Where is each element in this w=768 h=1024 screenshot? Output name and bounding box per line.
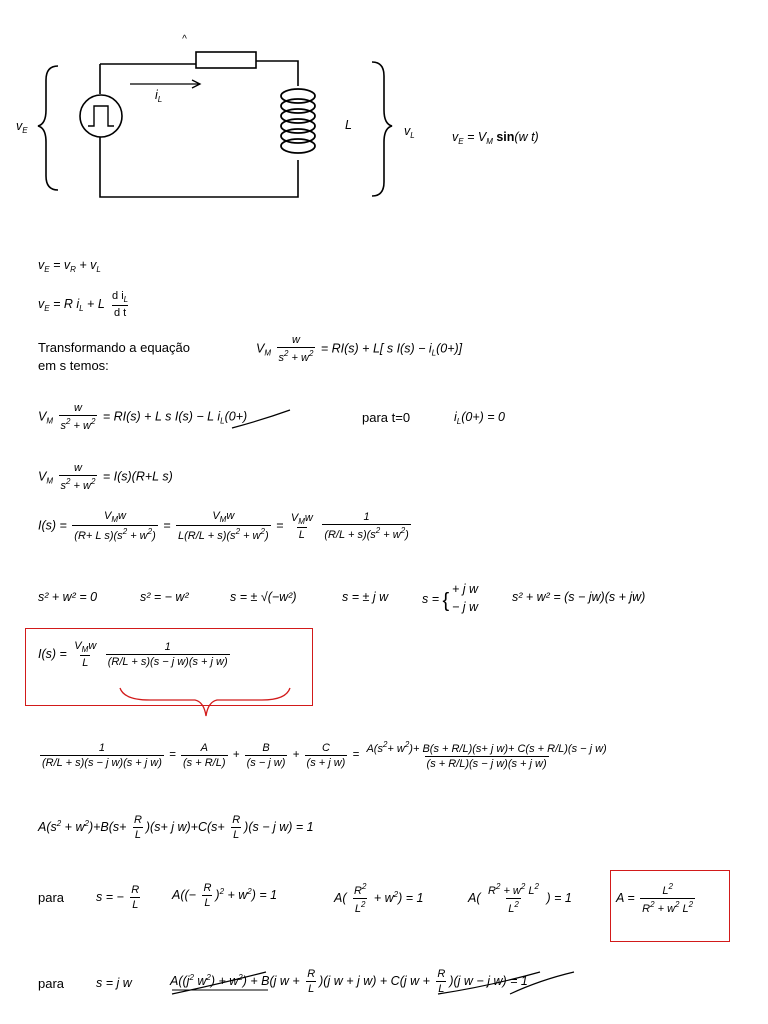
circuit-diagram [0,0,768,230]
a-equation-2: A( $\frac{R^2}{L^2}$ + $w^2) = 1$ [334,882,424,915]
roots-e-bottom: − j w [452,600,479,614]
l-label: L [345,118,352,132]
a-equation-1: A((− $\frac{R}{L}$ )$^2 + w^2) = 1$ [172,882,278,909]
partial-fractions: $\frac{1}{\text{(R/L + s)(s − j w)(s + j w)}}$ = $\frac{A}{(s + R/L)}$ + $\frac{B}{\text{(s − j w)}}$ + $\frac{C}{\text{(s + j w)}}$ = $\frac{A(s^2+ w^2)+ B(s + R/L)(s+ j w)+ C(s + R/L)(s - j w)}{\text{(s + R/L)(s − j w)(s + j w)}}$ [42,740,607,770]
initial-condition: $i_L(0+) = 0$ [454,410,506,426]
current-arrow [130,80,200,88]
roots-e: s = { [422,590,450,612]
roots-c: s = ± √(−w²) [230,590,297,604]
equation-laplace-expanded: $V_M$ $\frac{w}{s^2 + w^2}$ = RI(s) + L s I(s) − L $i_L(0+)$ [38,402,248,432]
para-t0: para t=0 [362,410,411,425]
resistor-mark: ^ [182,34,187,45]
para-1: para [38,890,65,905]
roots-b: s² = − w² [140,590,189,604]
equation-differential: $v_E = R$ $i_L + L$ $\frac{d i_L}{\text{d t}}$ [38,290,129,319]
roots-e-top: + j w [452,582,479,596]
vl-label: $v_L$ [404,124,415,140]
a-equation-3: A( $\frac{R^2 + w^2 L^2}{L^2}$ ) = 1 [468,882,572,915]
equation-kvl: $v_E = v_R + v_L$ [38,258,101,274]
right-brace [372,62,392,196]
s-value-2: s = j w [96,976,132,990]
equation-laplace: $V_M$ $\frac{w}{s^2 + w^2}$ = RI(s) + L[ s $I(s) - i_L(0+)$] [256,334,463,364]
s-value-1: s = − $\frac{R}{L}$ [96,884,140,911]
ve-label: $v_E$ [16,119,28,135]
numerator-equation: $A(s^2 + w^2)+B(s+$ $\frac{R}{L}$ )(s+ j w)+C(s+ $\frac{R}{L}$ )(s − j w) = 1 [38,814,314,841]
resistor [196,52,256,68]
source-equation: $v_E = V_M$ sin(w t) [452,130,539,146]
inductor [281,89,315,153]
roots-f: s² + w² = (s − jw)(s + jw) [512,590,646,604]
transform-text-1: Transformando a equação [38,340,191,355]
roots-d: s = ± j w [342,590,389,604]
transform-text-2: em s temos: [38,358,109,373]
boxed-equation: I(s) = $\frac{V_Mw}{L}$ $\frac{1}{\text{(R/L + s)(s − j w)(s + j w)}}$ [38,640,228,669]
a-result: A = $\frac{L^2}{R^2 + w^2 L^2}$ [616,882,694,915]
il-label: $i_L$ [155,88,163,104]
voltage-source [80,95,122,137]
equation-is: I(s) = $\frac{V_Mw}{(R+ L s)(s^2 + w^2)}$ = $\frac{V_Mw}{L(R/L + s)(s^2 + w^2)}$ = $\frac{V_Mw}{L}$ $\frac{1}{(R/L + s)(s^2 + w^2)}$ [38,510,409,542]
left-brace [38,66,58,190]
roots-a: s² + w² = 0 [38,590,98,604]
last-equation: $A((j^2$ $w^2) + w^2) + B(j$ w + $\frac{R}{L}$ )(j w + j w) + C(j w + $\frac{R}{L}$ )(j w − j w) = 1 [170,968,528,995]
equation-current: $V_M$ $\frac{w}{s^2 + w^2}$ = I(s)(R+L s) [38,462,173,492]
para-2: para [38,976,65,991]
